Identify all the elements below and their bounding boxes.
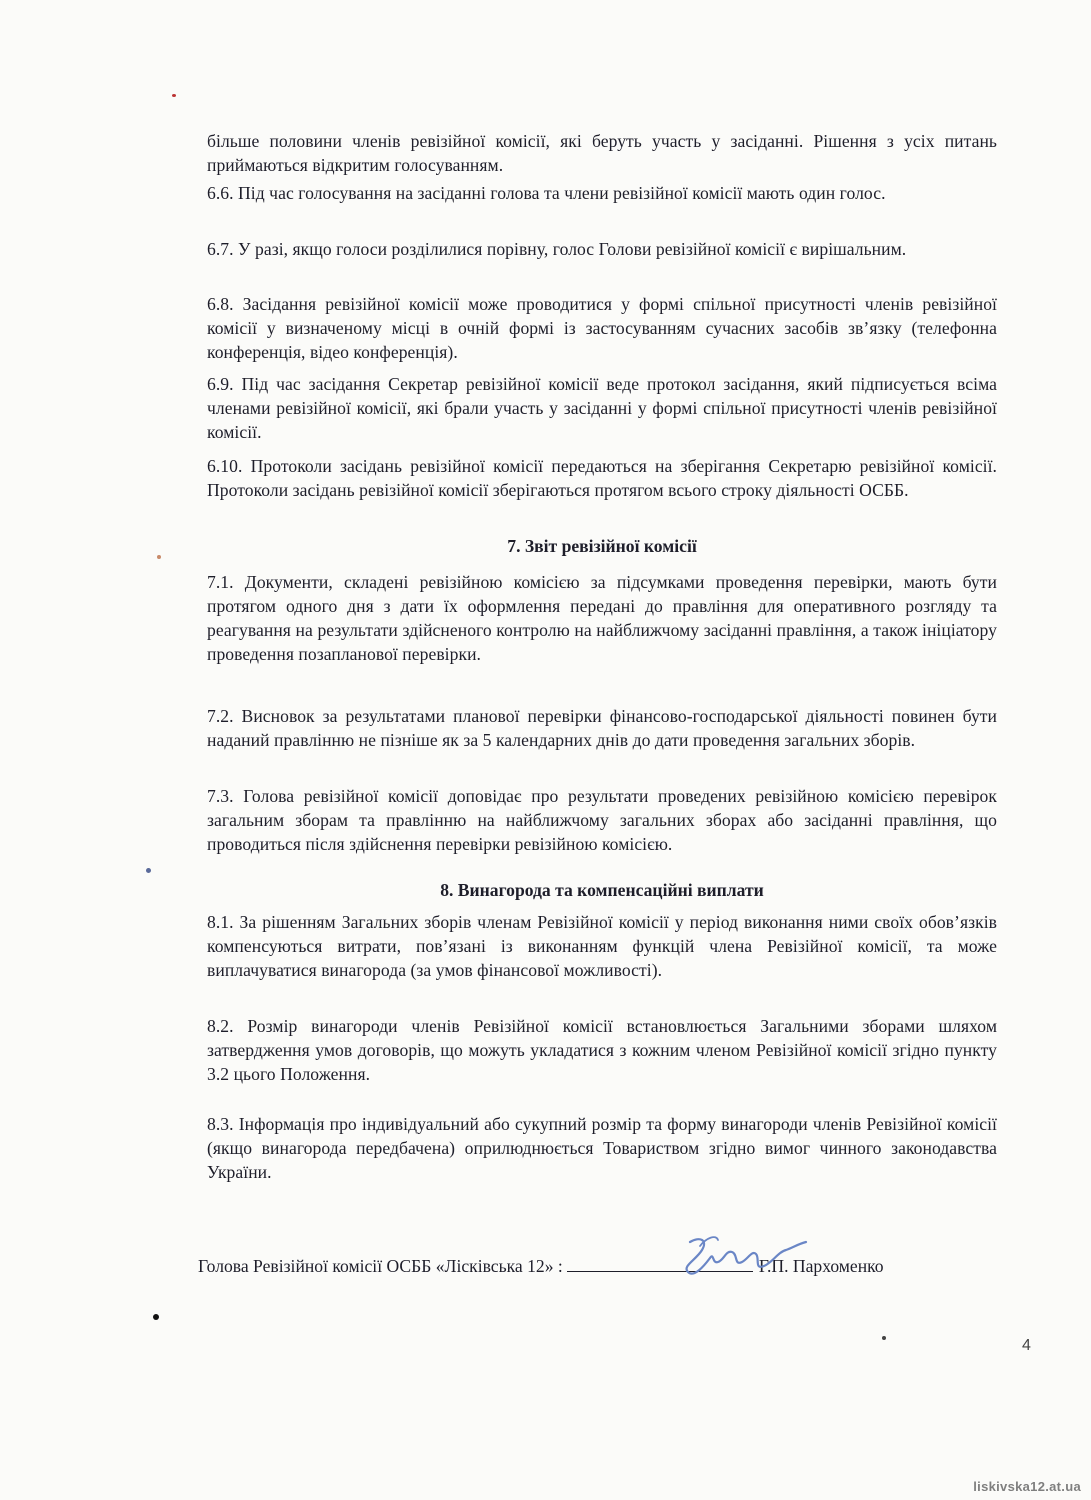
scan-speck — [146, 868, 151, 873]
paragraph-7-1: 7.1. Документи, складені ревізійною комісією за підсумками проведення перевірки, мають бути протягом одного дня з дати їх оформлення передані до правління для оперативного розгляду та реагування на результати здійсненого контролю на найближчому засіданні правління, а також ініціатору проведення позапланової перевірки. — [207, 572, 997, 664]
site-watermark: liskivska12.at.ua — [973, 1479, 1081, 1494]
scan-speck — [153, 1314, 159, 1320]
paragraph-7-2: 7.2. Висновок за результатами планової перевірки фінансово-господарської діяльності повинен бути наданий правлінню не пізніше як за 5 календарних днів до дати проведення загальних зборів. — [207, 706, 997, 750]
section-8-heading: 8. Винагорода та компенсаційні виплати — [440, 880, 764, 900]
signature-label: Голова Ревізійної комісії ОСББ «Лісківська 12» : — [198, 1256, 563, 1276]
paragraph-6-6: 6.6. Під час голосування на засіданні голова та члени ревізійної комісії мають один голос. — [207, 183, 886, 203]
signature-block — [198, 1253, 998, 1278]
section-7-heading: 7. Звіт ревізійної комісії — [507, 536, 697, 556]
paragraph-8-2: 8.2. Розмір винагороди членів Ревізійної комісії встановлюється Загальними зборами шляхом затвердження умов договорів, що можуть укладатися з кожним членом Ревізійної комісії згідно пункту 3.2 цього Положення. — [207, 1016, 997, 1084]
handwritten-signature — [660, 1232, 810, 1282]
paragraph-6-8: 6.8. Засідання ревізійної комісії може проводитися у формі спільної присутності членів ревізійної комісії у визначеному місці в очній формі із застосуванням сучасних засобів зв’язку (телефонна конференція, відео конференція). — [207, 294, 997, 362]
scan-speck — [882, 1336, 886, 1340]
paragraph-6-10: 6.10. Протоколи засідань ревізійної комісії передаються на зберігання Секретарю ревізійної комісії. Протоколи засідань ревізійної комісії зберігаються протягом всього строку діяльності ОСББ. — [207, 456, 997, 500]
page-number: 4 — [1022, 1337, 1031, 1354]
paragraph-8-3: 8.3. Інформація про індивідуальний або сукупний розмір та форму винагороди членів Ревізійної комісії (якщо винагорода передбачена) оприлюднюється Товариством згідно вимог чинного законодавства України. — [207, 1114, 997, 1182]
paragraph-6-9: 6.9. Під час засідання Секретар ревізійної комісії веде протокол засідання, який підписується всіма членами ревізійної комісії, які брали участь у засіданні у формі спільної присутності членів ревізійної комісії. — [207, 374, 997, 442]
scan-speck — [172, 94, 176, 97]
paragraph-continued: більше половини членів ревізійної комісії, які беруть участь у засіданні. Рішення з усіх питань приймаються відкритим голосуванням. — [207, 131, 997, 175]
paragraph-7-3: 7.3. Голова ревізійної комісії доповідає про результати проведених ревізійною комісією перевірок загальним зборам та правлінню на найближчому загальних зборах або засіданні правління, що проводиться після здійснення перевірки ревізійною комісією. — [207, 786, 997, 854]
scan-speck — [157, 555, 161, 559]
paragraph-6-7: 6.7. У разі, якщо голоси розділилися порівну, голос Голови ревізійної комісії є вирішальним. — [207, 239, 907, 259]
signatory-name: Г.П. Пархоменко — [758, 1256, 884, 1276]
paragraph-8-1: 8.1. За рішенням Загальних зборів членам Ревізійної комісії у період виконання ними своїх обов’язків компенсуються витрати, пов’язані із виконанням функцій члена Ревізійної комісії, та може виплачуватися винагорода (за умов фінансової можливості). — [207, 912, 997, 980]
